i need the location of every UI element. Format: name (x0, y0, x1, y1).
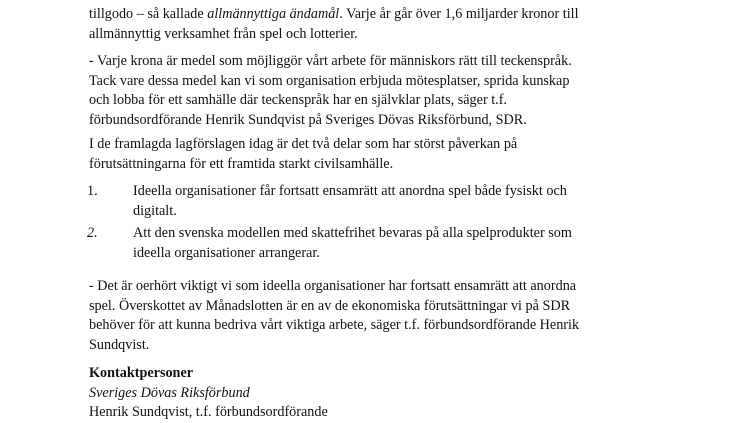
para2-line: förutsättningarna för ett framtida starkt civilsamhälle. (89, 155, 394, 172)
quote1-line: - Varje krona är medel som möjliggör vårt arbete för människors rätt till teckenspråk. (89, 53, 572, 69)
list-item (87, 224, 671, 263)
quote-paragraph-1 (89, 52, 689, 130)
contacts-organization: Sveriges Dövas Riksförbund (89, 384, 250, 401)
contacts-section (89, 364, 689, 423)
para2-line: I de framlagda lagförslagen idag är det två delar som har störst påverkan på (89, 136, 518, 152)
quote2-line: spel. Överskottet av Månadslotten är en av de ekonomiska förutsättningar vi på SDR (89, 297, 571, 314)
body-paragraph-2 (89, 135, 689, 174)
quote1-line: Tack vare dessa medel kan vi som organisation erbjuda mötesplatser, sprida kunskap (89, 72, 570, 89)
quote-paragraph-2 (89, 277, 689, 355)
intro-line-2: allmännyttig verksamhet från spel och lotterier. (89, 25, 358, 42)
quote1-line: förbundsordförande Henrik Sundqvist på Sveriges Dövas Riksförbund, SDR. (89, 111, 527, 128)
quote2-line: behöver för att kunna bedriva vårt viktiga arbete, säger t.f. förbundsordförande Henrik (89, 317, 580, 333)
list-item (87, 182, 671, 221)
quote2-line: Sundqvist. (89, 336, 150, 353)
list-item-line: Ideella organisationer får fortsatt ensamrätt att anordna spel både fysiskt och (133, 183, 567, 199)
list-item-line: ideella organisationer arrangerar. (133, 244, 320, 261)
contacts-heading: Kontaktpersoner (89, 365, 194, 381)
intro-paragraph (89, 5, 689, 44)
quote1-line: och lobba för ett samhälle där teckenspråk har en självklar plats, säger t.f. (89, 92, 507, 108)
quote2-line: - Det är oerhört viktigt vi som ideella organisationer har fortsatt ensamrätt att anordna (89, 278, 577, 294)
list-item-line: digitalt. (133, 202, 177, 219)
intro-emphasis: allmännyttiga ändamål (207, 6, 340, 22)
list-number: 1. (87, 183, 98, 199)
list-item-line: Att den svenska modellen med skattefrihet bevaras på alla spelprodukter som (133, 225, 572, 241)
list-number: 2. (87, 225, 98, 241)
intro-line-1: tillgodo – så kallade allmännyttiga ändamål. Varje år går över 1,6 miljarder kronor till (89, 6, 579, 22)
contacts-person: Henrik Sundqvist, t.f. förbundsordförande (89, 404, 328, 420)
